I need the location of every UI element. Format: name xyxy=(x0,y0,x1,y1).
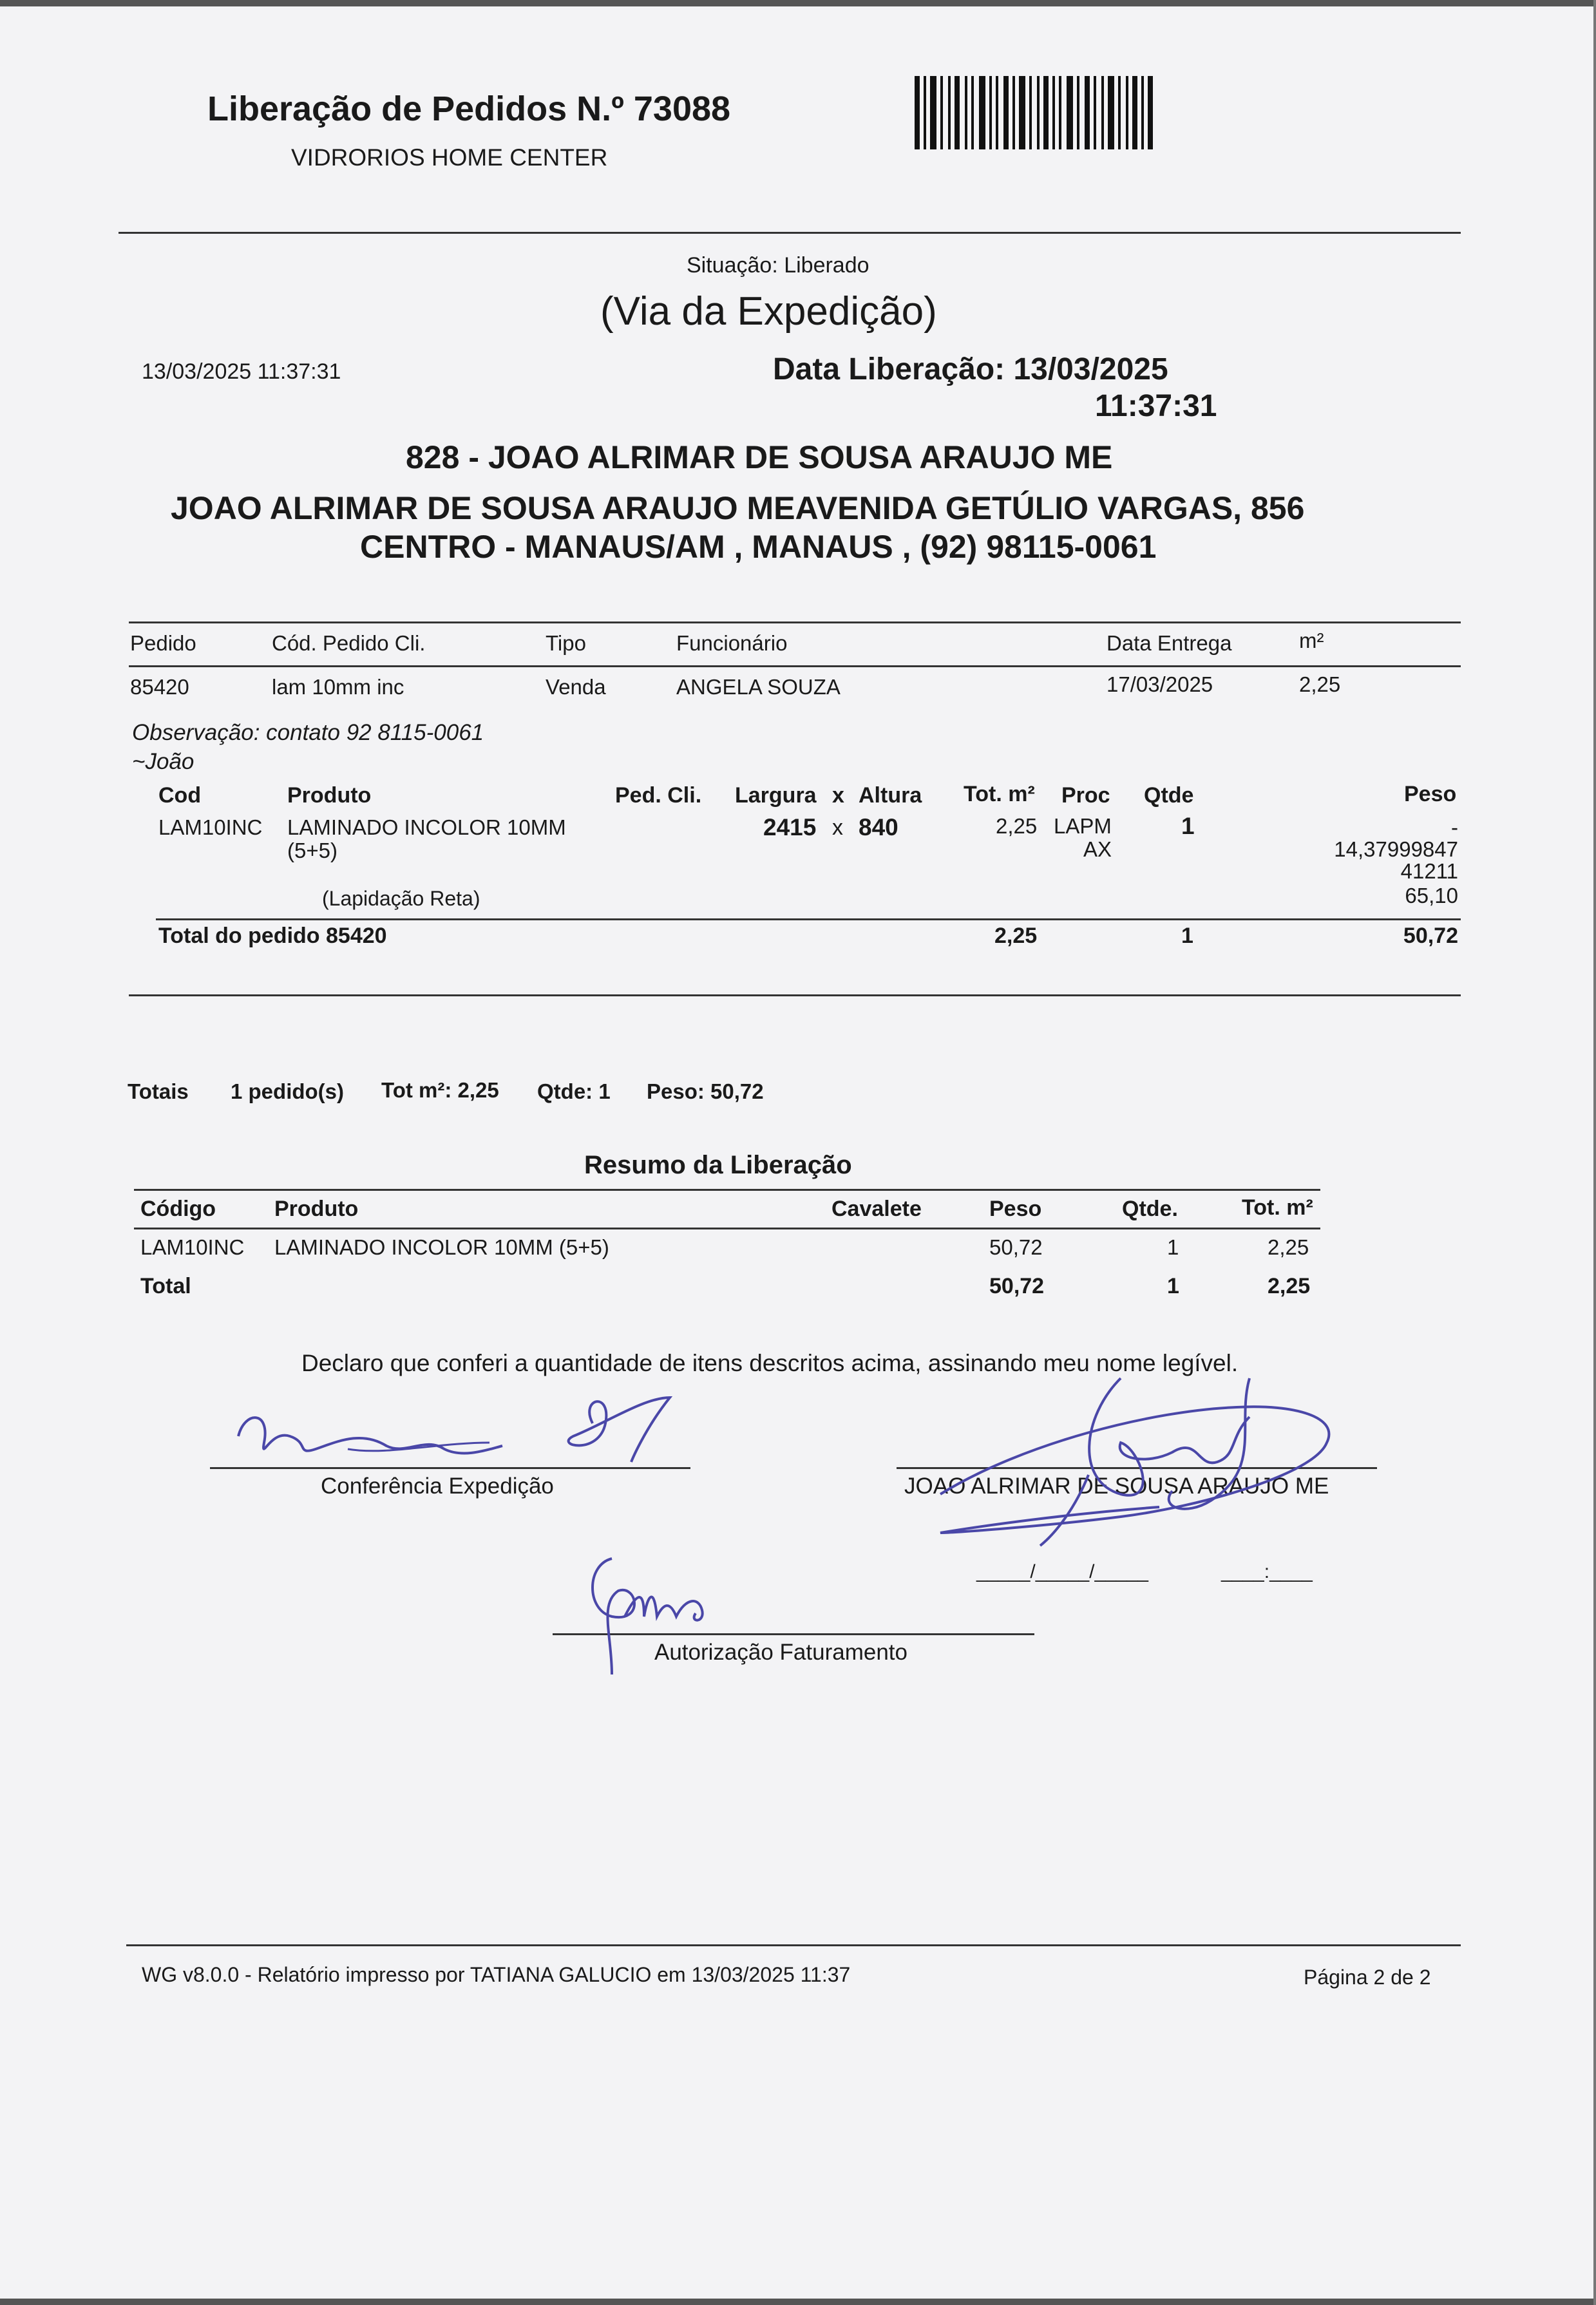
barcode xyxy=(915,76,1153,149)
resumo-row-produto: LAMINADO INCOLOR 10MM (5+5) xyxy=(274,1235,609,1259)
totais-qtde: Qtde: 1 xyxy=(537,1079,611,1103)
item-header-ped-cli: Ped. Cli. xyxy=(615,783,702,808)
resumo-total-label: Total xyxy=(140,1274,191,1298)
col-header-tipo: Tipo xyxy=(546,631,586,655)
resumo-row-codigo: LAM10INC xyxy=(140,1235,245,1259)
footer-rule xyxy=(126,1944,1461,1946)
col-header-m2: m² xyxy=(1299,629,1324,652)
col-header-cod-pedido-cli: Cód. Pedido Cli. xyxy=(272,631,426,655)
resumo-header-tot-m2: Tot. m² xyxy=(1242,1195,1313,1220)
resumo-row-tot-m2: 2,25 xyxy=(1268,1235,1309,1259)
order-total-qtde: 1 xyxy=(1181,924,1193,948)
situacao-text: Situação: Liberado xyxy=(687,253,869,278)
print-datetime: 13/03/2025 11:37:31 xyxy=(142,359,341,384)
item-proc-line2: AX xyxy=(1083,837,1112,861)
scan-bottom-edge xyxy=(0,2299,1596,2305)
cliente-handwritten-signature xyxy=(927,1340,1365,1552)
resumo-header-rule xyxy=(134,1228,1320,1229)
resumo-row-peso: 50,72 xyxy=(989,1235,1043,1259)
item-largura: 2415 xyxy=(763,814,817,840)
autorizacao-handwritten-signature xyxy=(573,1546,741,1681)
conferencia-handwritten-signature xyxy=(232,1385,721,1501)
item-cod: LAM10INC xyxy=(158,815,263,839)
item-qtde: 1 xyxy=(1181,813,1195,839)
client-address-line1: JOAO ALRIMAR DE SOUSA ARAUJO MEAVENIDA GETÚLIO VARGAS, 856 xyxy=(171,490,1305,526)
order-table-header-rule xyxy=(129,665,1461,667)
scan-top-edge xyxy=(0,0,1596,6)
cell-funcionario: ANGELA SOUZA xyxy=(676,675,841,699)
resumo-header-qtde: Qtde. xyxy=(1122,1197,1178,1221)
resumo-total-qtde: 1 xyxy=(1167,1274,1179,1298)
order-total-m2: 2,25 xyxy=(994,924,1038,948)
item-header-largura: Largura xyxy=(735,783,817,808)
autorizacao-label: Autorização Faturamento xyxy=(654,1640,907,1665)
client-code-name: 828 - JOAO ALRIMAR DE SOUSA ARAUJO ME xyxy=(406,439,1113,475)
item-produto-line2: (5+5) xyxy=(287,839,337,862)
resumo-total-tot-m2: 2,25 xyxy=(1268,1274,1311,1298)
col-header-funcionario: Funcionário xyxy=(676,631,788,655)
item-header-altura: Altura xyxy=(859,783,922,808)
conferencia-label: Conferência Expedição xyxy=(321,1474,554,1499)
resumo-title: Resumo da Liberação xyxy=(584,1151,852,1179)
observacao-line2: ~João xyxy=(132,749,195,774)
resumo-total-peso: 50,72 xyxy=(989,1274,1045,1298)
cliente-label: JOAO ALRIMAR DE SOUSA ARAUJO ME xyxy=(904,1474,1329,1499)
item-produto-line1: LAMINADO INCOLOR 10MM xyxy=(287,815,566,839)
observacao-line1: Observação: contato 92 8115-0061 xyxy=(132,720,484,745)
item-peso-line3: 41211 xyxy=(1400,859,1458,883)
totais-label: Totais xyxy=(128,1079,189,1103)
item-header-proc: Proc xyxy=(1061,783,1110,808)
item-header-peso: Peso xyxy=(1404,782,1457,806)
totais-pedidos: 1 pedido(s) xyxy=(231,1079,345,1103)
item-tot-m2: 2,25 xyxy=(996,814,1038,838)
cell-m2: 2,25 xyxy=(1299,672,1341,696)
totais-tot-m2: Tot m²: 2,25 xyxy=(381,1078,499,1102)
resumo-header-cavalete: Cavalete xyxy=(831,1197,922,1221)
footer-printed-by: WG v8.0.0 - Relatório impresso por TATIANA GALUCIO em 13/03/2025 11:37 xyxy=(142,1963,851,1986)
resumo-top-rule xyxy=(134,1189,1320,1191)
item-lapidacao: (Lapidação Reta) xyxy=(322,887,480,910)
declaration-text: Declaro que conferi a quantidade de itens descritos acima, assinando meu nome legível. xyxy=(301,1350,1239,1376)
resumo-header-peso: Peso xyxy=(989,1197,1042,1221)
col-header-pedido: Pedido xyxy=(130,631,196,655)
resumo-header-codigo: Código xyxy=(140,1197,216,1221)
totais-peso: Peso: 50,72 xyxy=(647,1079,764,1103)
item-altura: 840 xyxy=(859,814,898,840)
item-proc-line1: LAPM xyxy=(1054,814,1112,838)
col-header-data-entrega: Data Entrega xyxy=(1107,631,1232,655)
header-divider xyxy=(119,232,1461,234)
document-title: Liberação de Pedidos N.º 73088 xyxy=(207,90,731,128)
order-total-peso: 50,72 xyxy=(1403,924,1458,948)
time-blank: ____:____ xyxy=(1221,1561,1313,1582)
order-table-top-rule xyxy=(129,621,1461,623)
resumo-row-qtde: 1 xyxy=(1167,1235,1179,1259)
item-x: x xyxy=(832,815,843,840)
data-liberacao: Data Liberação: 13/03/2025 xyxy=(773,352,1168,386)
item-peso-line4: 65,10 xyxy=(1405,884,1458,907)
order-end-rule xyxy=(129,994,1461,996)
item-total-rule xyxy=(156,918,1461,920)
item-header-produto: Produto xyxy=(287,783,372,808)
item-header-qtde: Qtde xyxy=(1144,783,1194,808)
hora-liberacao: 11:37:31 xyxy=(1095,389,1217,423)
cell-tipo: Venda xyxy=(546,675,606,699)
item-header-cod: Cod xyxy=(158,783,202,808)
date-blank: _____/_____/_____ xyxy=(976,1561,1148,1582)
item-peso-line1: - xyxy=(1451,815,1458,839)
item-header-x: x xyxy=(832,783,844,808)
item-peso-line2: 14,37999847 xyxy=(1334,837,1458,861)
item-header-tot-m2: Tot. m² xyxy=(964,782,1035,806)
footer-page-number: Página 2 de 2 xyxy=(1304,1966,1431,1989)
cell-pedido: 85420 xyxy=(130,675,189,699)
company-name: VIDRORIOS HOME CENTER xyxy=(291,144,608,171)
scan-right-edge xyxy=(1593,0,1596,2305)
client-address-line2: CENTRO - MANAUS/AM , MANAUS , (92) 98115-0061 xyxy=(360,529,1157,565)
resumo-header-produto: Produto xyxy=(274,1197,359,1221)
cell-data-entrega: 17/03/2025 xyxy=(1107,672,1213,696)
cell-cod-pedido-cli: lam 10mm inc xyxy=(272,675,404,699)
order-total-label: Total do pedido 85420 xyxy=(158,924,387,948)
via-title: (Via da Expedição) xyxy=(600,289,937,334)
